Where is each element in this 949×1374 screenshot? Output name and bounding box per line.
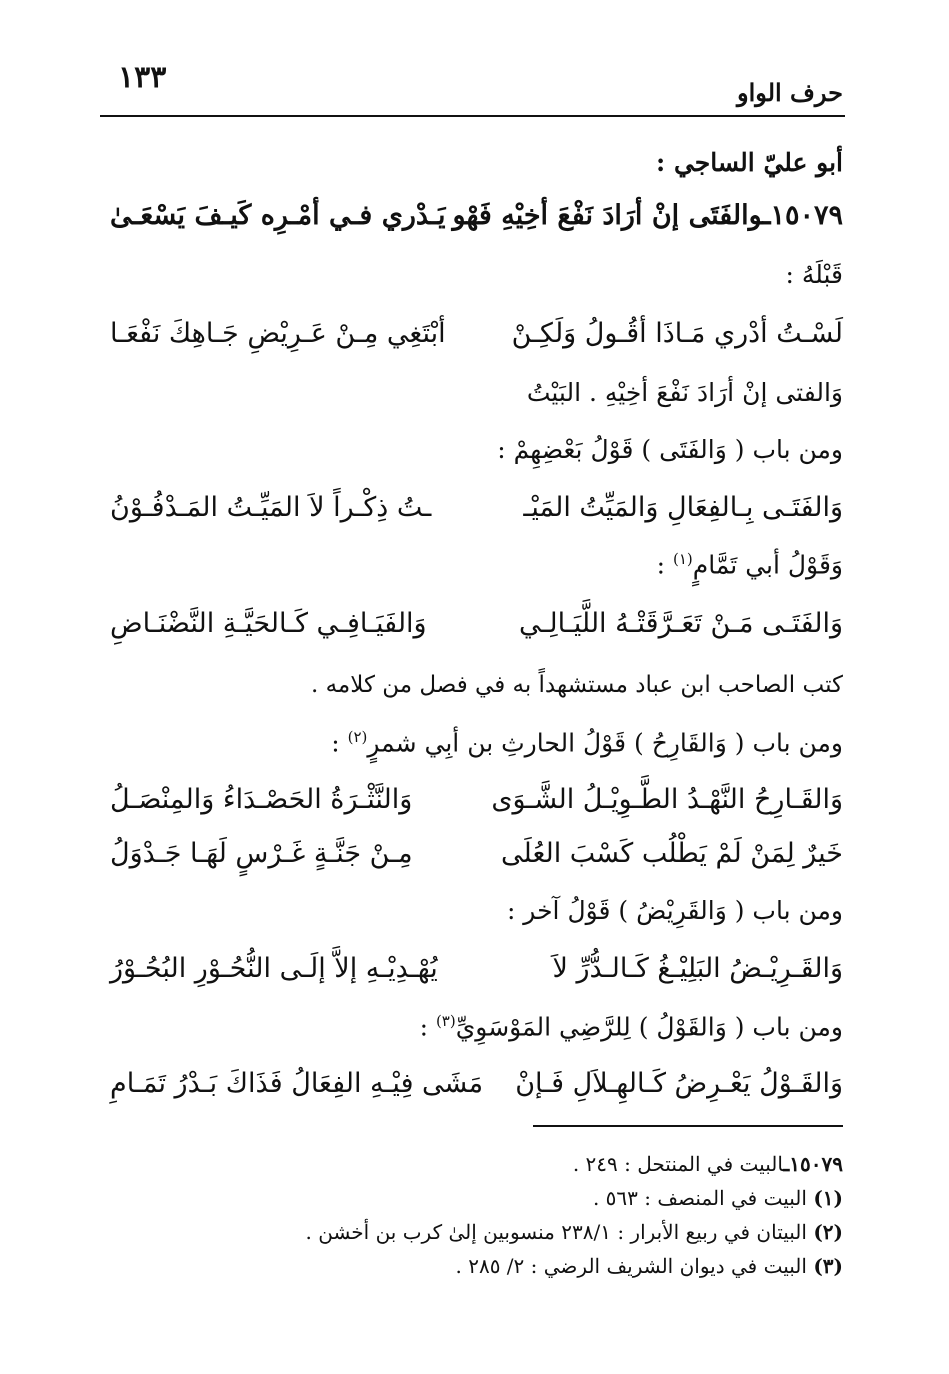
verse-first-hemistich: وَالفَتَـى مَـنْ تَعَـرَّقَتْـهُ اللَّيَـالِـي (518, 608, 843, 639)
verse-qarid (110, 953, 843, 984)
abi-tammam-line (657, 550, 843, 579)
footnote-ref: (٣) (435, 1012, 456, 1030)
verse-second-hemistich: ـتُ ذِكْـراً لاَ المَيِّـتُ المَـدْفُـوْنُ (110, 492, 432, 523)
verse-first-hemistich: وَالقَـوْلُ يَعْـرِضُ كَـالهِـلاَلِ فَـإنْ (515, 1068, 843, 1099)
footnote-1 (593, 1186, 843, 1210)
footnote-text: البيت في المنصف : ٥٦٣ . (592, 1186, 807, 1210)
line-colon: : (331, 728, 348, 758)
footnote-number: (٣) (813, 1254, 843, 1278)
verse-second-hemistich: أبْتَغِي مِـنْ عَـرِيْضِ جَـاهِكَ نَفْعَـا (110, 318, 446, 349)
verse-second-hemistich: مَشَى فِيْـهِ الفِعَالُ فَذَاكَ بَـدْرُ تَمَـامِ (110, 1068, 484, 1099)
entry-number: ١٥٠٧٩ـ (762, 200, 843, 231)
verse-second-hemistich: مِـنْ جَنَّـةٍ غَـرْسٍ لَهَـا جَـدْوَلُ (110, 838, 413, 869)
verse-first-hemistich (453, 200, 843, 231)
line-colon: : (419, 1012, 436, 1042)
verse-first-hemistich: وَالقَـرِيْـضُ البَلِيْـغُ كَـالـدُّرِّ لاَ (552, 953, 843, 984)
verse-first-hemistich: وَالقَـارِحُ النَّهْـدُ الطَّـوِيْـلُ الشَّـوَى (491, 784, 843, 815)
line-colon: : (656, 550, 673, 580)
verse-second-hemistich: وَالفَيَـافِـي كَـالحَيَّـةِ النَّضْنَـاضِ (110, 608, 427, 639)
footnote-15079 (573, 1152, 843, 1176)
verse-entry-15079 (110, 200, 843, 231)
verse-first-hemistich: خَيرٌ لِمَنْ لَمْ يَطْلُب كَسْبَ العُلَى (501, 838, 843, 869)
verse-fata (110, 492, 843, 523)
footnote-2 (306, 1220, 843, 1244)
section-heading-qawl (420, 1012, 843, 1041)
verse-first-hemistich: لَسْـتُ أدْري مَـاذَا أقُـولُ وَلَكِـنْ (511, 318, 843, 349)
footnote-number: ١٥٠٧٩ـ (783, 1152, 843, 1176)
footnote-text: البيت في المنتحل : ٢٤٩ . (572, 1152, 784, 1176)
footnote-number: (١) (813, 1186, 843, 1210)
sahib-note: كتب الصاحب ابن عباد مستشهداً به في فصل من كلامه . (310, 672, 843, 698)
section-heading-qarid: ومن باب ( وَالقَرِيْضُ ) قَوْلُ آخر : (506, 896, 843, 925)
header-rule (100, 115, 845, 117)
footnote-number: (٢) (813, 1220, 843, 1244)
verse-second-hemistich: يُهْـدِيْـهِ إلاَّ إلَـى النُّحُـوْرِ البُحُـوْرُ (110, 953, 438, 984)
line-text: ومن باب ( وَالقَارِحُ ) قَوْلُ الحارثِ بن أبِي شمرٍ (367, 728, 843, 758)
section-heading-fata: ومن باب ( وَالفَتَى ) قَوْلُ بَعْضِهِمْ : (497, 435, 843, 464)
hemistich-text: والفَتَى إنْ أرَادَ نَفْعَ أخِيْهِ فَهْو (452, 200, 763, 231)
footnote-text: البيتان في ربيع الأبرار : ٢٣٨/١ منسوبين إلىٰ كرب بن أخشن . (305, 1220, 807, 1244)
footnote-3 (455, 1254, 843, 1278)
footnote-text: البيت في ديوان الشريف الرضي : ٢/ ٢٨٥ . (455, 1254, 807, 1278)
chapter-title: حرف الواو (737, 78, 843, 107)
verse-qawl (110, 1068, 843, 1099)
verse-qarih-1 (110, 784, 843, 815)
verse-qarih-2 (110, 838, 843, 869)
verse-second-hemistich: يَـدْري فـي أمْـرِه كَيـفَ يَسْعَـىٰ (110, 200, 446, 231)
section-heading-qarih (331, 728, 843, 757)
qablahu-label: قَبْلَهُ : (785, 260, 843, 289)
footnote-rule (533, 1125, 843, 1127)
line-text: وَقَوْلُ أبي تَمَّامٍ (692, 550, 843, 580)
verse-abi-tammam (110, 608, 843, 639)
page-number: ١٣٣ (118, 60, 167, 95)
poet-label: أبو عليّ الساجي : (656, 148, 843, 177)
footnote-ref: (٢) (347, 728, 368, 746)
verse-first-hemistich: وَالفَتَـى بِـالفِعَالِ وَالمَيِّتُ المَيْـ (523, 492, 843, 523)
repeat-line: وَالفتى إنْ أرَادَ نَفْعَ أخِيْهِ . البَيْتُ (526, 378, 843, 407)
verse-qablahu (110, 318, 843, 349)
verse-second-hemistich: وَالنَّثْـرَةُ الحَصْـدَاءُ وَالمِنْصَـلُ (110, 784, 413, 815)
line-text: ومن باب ( وَالقَوْلُ ) لِلرَّضِي المَوْسَوِيِّ (455, 1012, 843, 1042)
footnote-ref: (١) (672, 550, 693, 568)
